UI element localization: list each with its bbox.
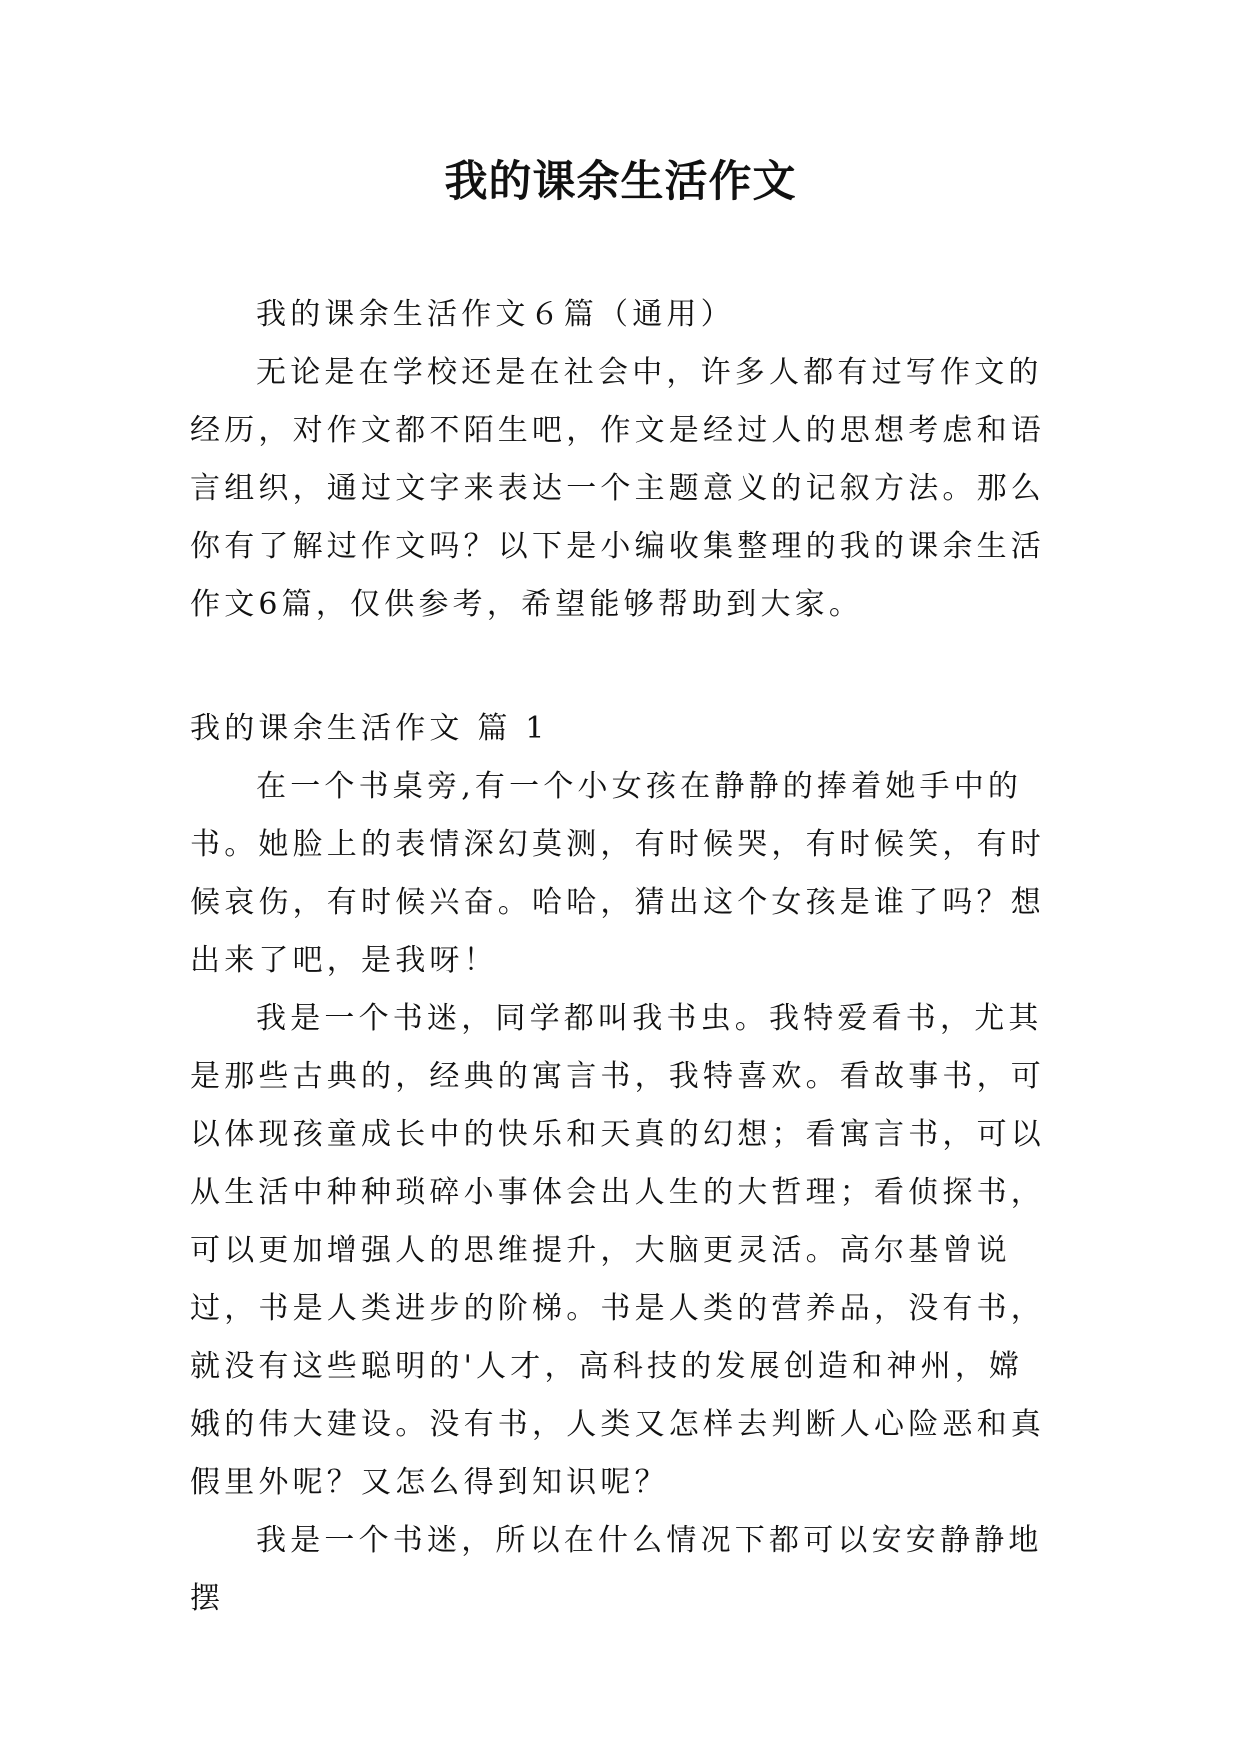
document-title: 我的课余生活作文 <box>444 157 797 207</box>
section-heading: 我的课余生活作文 篇 1 <box>190 711 549 746</box>
section-paragraph: 我是一个书迷，所以在什么情况下都可以安安静静地摆 <box>190 1523 1043 1616</box>
intro-block <box>190 286 1050 634</box>
section-paragraph: 在一个书桌旁,有一个小女孩在静静的捧着她手中的书。她脸上的表情深幻莫测，有时候哭，有时候笑，有时候哀伤，有时候兴奋。哈哈，猜出这个女孩是谁了吗？想出来了吧，是我呀！ <box>190 769 1045 978</box>
intro-paragraph: 无论是在学校还是在社会中，许多人都有过写作文的经历，对作文都不陌生吧，作文是经过人的思想考虑和语言组织，通过文字来表达一个主题意义的记叙方法。那么你有了解过作文吗？以下是小编收集整理的我的课余生活作文6篇，仅供参考，希望能够帮助到大家。 <box>190 355 1045 622</box>
document-subtitle: 我的课余生活作文６篇（通用） <box>256 297 735 332</box>
section-paragraph: 我是一个书迷，同学都叫我书虫。我特爱看书，尤其是那些古典的，经典的寓言书，我特喜欢。看故事书，可以体现孩童成长中的快乐和天真的幻想；看寓言书，可以从生活中种种琐碎小事体会出人生的大哲理；看侦探书，可以更加增强人的思维提升，大脑更灵活。高尔基曾说过，书是人类进步的阶梯。书是人类的营养品，没有书，就没有这些聪明的'人才，高科技的发展创造和神州，嫦娥的伟大建设。没有书，人类又怎样去判断人心险恶和真假里外呢？又怎么得到知识呢？ <box>190 1001 1045 1500</box>
section-1 <box>190 700 1050 1628</box>
